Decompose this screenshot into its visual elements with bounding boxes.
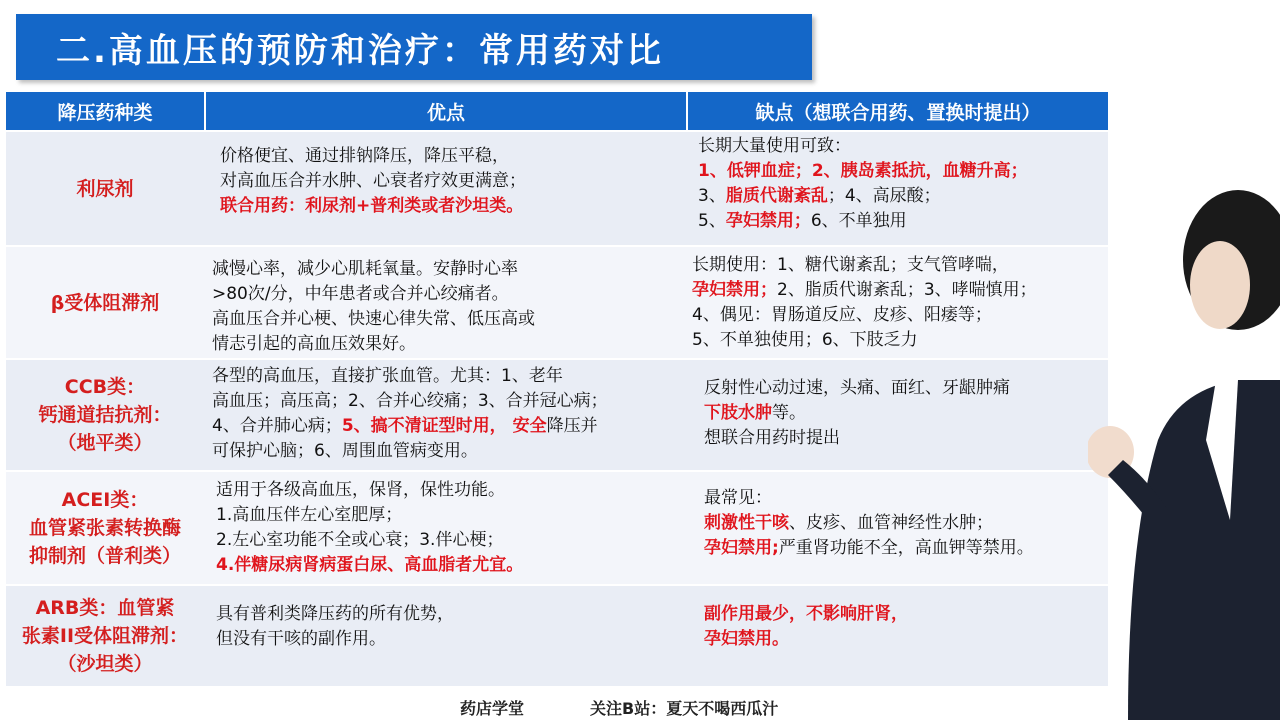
drug-type-line: 张素II受体阻滞剂： bbox=[21, 625, 189, 647]
pros-line bbox=[212, 257, 686, 282]
pros-cell bbox=[206, 478, 686, 578]
cons-line bbox=[704, 376, 1108, 401]
cons-cell bbox=[688, 376, 1108, 451]
cons-line bbox=[698, 134, 1108, 159]
pros-line bbox=[212, 364, 686, 389]
footer-follow-note: 关注B站：夏天不喝西瓜汁 bbox=[590, 699, 779, 718]
drug-type-cell bbox=[6, 247, 204, 358]
slide-title-bar bbox=[16, 14, 812, 80]
cons-line bbox=[698, 184, 1108, 209]
text-segment: 4、偶见：胃肠道反应、皮疹、阳痿等； bbox=[692, 305, 992, 325]
text-segment: 长期使用：1、糖代谢紊乱；支气管哮喘， bbox=[692, 255, 1009, 275]
drug-comparison-table bbox=[6, 92, 1108, 686]
header-pros: 优点 bbox=[206, 92, 686, 130]
pros-line bbox=[212, 282, 686, 307]
text-segment: 5、 bbox=[698, 211, 726, 231]
cons-line bbox=[704, 536, 1108, 561]
text-segment: 想联合用药时提出 bbox=[704, 428, 840, 448]
highlight-text: 联合用药：利尿剂+普利类或者沙坦类。 bbox=[220, 196, 524, 216]
text-segment: 2、脂质代谢紊乱；3、哮喘慎用； bbox=[777, 280, 1037, 300]
text-segment: 、皮疹、血管神经性水肿； bbox=[789, 513, 993, 533]
cons-line bbox=[692, 253, 1108, 278]
highlight-text: 刺激性干咳 bbox=[704, 513, 789, 533]
highlight-text: 孕妇禁用； bbox=[692, 280, 777, 300]
highlight-text: 4.伴糖尿病肾病蛋白尿、高血脂者尤宜。 bbox=[216, 555, 524, 575]
pros-line bbox=[212, 439, 686, 464]
drug-type-line: 抑制剂（普利类） bbox=[28, 545, 181, 567]
drug-type-cell bbox=[6, 472, 204, 584]
text-segment: 降压并 bbox=[546, 416, 598, 436]
text-segment: >80次/分，中年患者或合并心绞痛者。 bbox=[212, 284, 509, 304]
cons-line bbox=[698, 159, 1108, 184]
drug-type-cell bbox=[6, 360, 204, 470]
highlight-text: 孕妇禁用。 bbox=[704, 629, 789, 649]
text-segment: 6、不单独用 bbox=[810, 211, 907, 231]
drug-type-line: β受体阻滞剂 bbox=[50, 291, 160, 314]
slide-title: 二.高血压的预防和治疗：常用药对比 bbox=[56, 30, 664, 71]
header-cons: 缺点（想联合用药、置换时提出） bbox=[688, 92, 1108, 130]
drug-type-line: ACEI类： bbox=[61, 489, 149, 511]
text-segment: 情志引起的高血压效果好。 bbox=[212, 334, 416, 354]
pros-cell bbox=[206, 257, 686, 357]
cons-line bbox=[704, 511, 1108, 536]
drug-type-cell bbox=[6, 132, 204, 245]
text-segment: 但没有干咳的副作用。 bbox=[216, 629, 386, 649]
presenter-figure bbox=[1088, 190, 1280, 720]
cons-line bbox=[698, 209, 1108, 234]
drug-type-name bbox=[22, 594, 188, 678]
pros-line bbox=[212, 414, 686, 439]
cons-line bbox=[692, 328, 1108, 353]
cons-cell bbox=[688, 134, 1108, 234]
drug-type-name bbox=[29, 486, 181, 570]
text-segment: 5、不单独使用；6、下肢乏力 bbox=[692, 330, 918, 350]
pros-line bbox=[216, 627, 686, 652]
footer-channel-name: 药店学堂 bbox=[460, 699, 525, 718]
drug-type-line: 钙通道拮抗剂： bbox=[38, 404, 172, 426]
pros-cell bbox=[206, 602, 686, 652]
pros-line bbox=[216, 602, 686, 627]
text-segment: 具有普利类降压药的所有优势， bbox=[216, 604, 454, 624]
drug-type-name bbox=[76, 175, 133, 203]
drug-type-line: CCB类： bbox=[64, 376, 146, 398]
text-segment: 各型的高血压，直接扩张血管。尤其：1、老年 bbox=[212, 366, 563, 386]
cons-line bbox=[704, 602, 1108, 627]
cons-line bbox=[692, 278, 1108, 303]
drug-type-line: （沙坦类） bbox=[57, 653, 153, 675]
drug-type-name bbox=[38, 373, 171, 457]
drug-type-line: （地平类） bbox=[57, 432, 153, 454]
highlight-text: 5、搞不清证型时用， 安全 bbox=[341, 416, 547, 436]
pros-line bbox=[212, 307, 686, 332]
text-segment: 3、 bbox=[698, 186, 726, 206]
pros-line bbox=[216, 528, 686, 553]
cons-line bbox=[704, 401, 1108, 426]
text-segment: 最常见： bbox=[704, 488, 772, 508]
pros-line bbox=[220, 169, 686, 194]
text-segment: 4、合并肺心病； bbox=[212, 416, 342, 436]
text-segment: 反射性心动过速，头痛、面红、牙龈肿痛 bbox=[704, 378, 1010, 398]
text-segment: ；4、高尿酸； bbox=[827, 186, 941, 206]
pros-cell bbox=[206, 144, 686, 219]
cons-line bbox=[704, 627, 1108, 652]
text-segment: 适用于各级高血压，保肾，保性功能。 bbox=[216, 480, 505, 500]
pros-line bbox=[216, 503, 686, 528]
highlight-text: 副作用最少，不影响肝肾， bbox=[704, 604, 908, 624]
footer bbox=[0, 692, 1280, 720]
pros-line bbox=[220, 194, 686, 219]
text-segment: 2.左心室功能不全或心衰；3.伴心梗； bbox=[216, 530, 504, 550]
text-segment: 等。 bbox=[772, 403, 806, 423]
cons-line bbox=[692, 303, 1108, 328]
pros-line bbox=[216, 553, 686, 578]
text-segment: 长期大量使用可致： bbox=[698, 136, 851, 156]
text-segment: 高血压；高压高；2、合并心绞痛；3、合并冠心病； bbox=[212, 391, 608, 411]
pros-line bbox=[220, 144, 686, 169]
highlight-text: 1、低钾血症；2、胰岛素抵抗，血糖升高； bbox=[698, 161, 1028, 181]
drug-type-name bbox=[51, 289, 160, 317]
highlight-text: 脂质代谢紊乱 bbox=[725, 186, 828, 206]
highlight-text: 下肢水肿 bbox=[704, 403, 772, 423]
text-segment: 1.高血压伴左心室肥厚； bbox=[216, 505, 403, 525]
pros-cell bbox=[206, 364, 686, 464]
cons-cell bbox=[688, 486, 1108, 561]
pros-line bbox=[212, 389, 686, 414]
drug-type-line: ARB类：血管紧 bbox=[35, 597, 175, 619]
text-segment: 减慢心率，减少心肌耗氧量。安静时心率 bbox=[212, 259, 518, 279]
drug-type-line: 利尿剂 bbox=[76, 177, 134, 200]
header-drug-type: 降压药种类 bbox=[6, 92, 204, 130]
pros-line bbox=[212, 332, 686, 357]
highlight-text: 孕妇禁用; bbox=[704, 538, 779, 558]
text-segment: 对高血压合并水肿、心衰者疗效更满意； bbox=[220, 171, 526, 191]
cons-line bbox=[704, 426, 1108, 451]
cons-cell bbox=[688, 253, 1108, 353]
text-segment: 高血压合并心梗、快速心律失常、低压高或 bbox=[212, 309, 535, 329]
text-segment: 价格便宜、通过排钠降压，降压平稳， bbox=[220, 146, 509, 166]
cons-line bbox=[704, 486, 1108, 511]
drug-type-cell bbox=[6, 586, 204, 686]
drug-type-line: 血管紧张素转换酶 bbox=[28, 517, 181, 539]
highlight-text: 孕妇禁用； bbox=[725, 211, 811, 231]
cons-cell bbox=[688, 602, 1108, 652]
pros-line bbox=[216, 478, 686, 503]
text-segment: 严重肾功能不全，高血钾等禁用。 bbox=[778, 538, 1034, 558]
text-segment: 可保护心脑；6、周围血管病变用。 bbox=[212, 441, 478, 461]
